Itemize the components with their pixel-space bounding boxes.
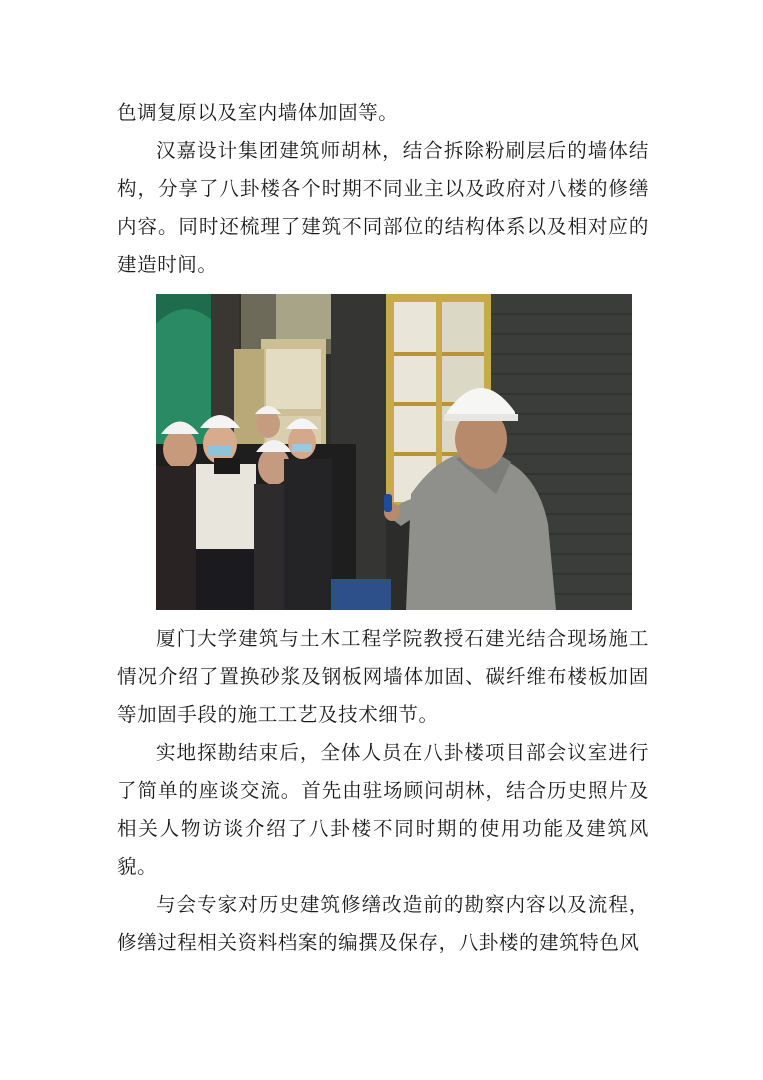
paragraph-experts: 与会专家对历史建筑修缮改造前的勘察内容以及流程，修缮过程相关资料档案的编撰及保存，八卦楼的建筑特色风 <box>117 893 649 954</box>
paragraph-architect-hulin: 汉嘉设计集团建筑师胡林，结合拆除粉刷层后的墙体结构，分享了八卦楼各个时期不同业主以及政府对八楼的修缮内容。同时还梳理了建筑不同部位的结构体系以及相对应的建造时间。 <box>117 139 649 276</box>
site-visit-photo <box>156 294 632 610</box>
text-block-bottom <box>117 620 649 962</box>
paragraph-meeting: 实地探勘结束后，全体人员在八卦楼项目部会议室进行了简单的座谈交流。首先由驻场顾问胡林，结合历史照片及相关人物访谈介绍了八卦楼不同时期的使用功能及建筑风貌。 <box>117 741 649 878</box>
text-block-top <box>117 94 649 284</box>
paragraph-professor-shi: 厦门大学建筑与土木工程学院教授石建光结合现场施工情况介绍了置换砂浆及钢板网墙体加固、碳纤维布楼板加固等加固手段的施工工艺及技术细节。 <box>117 627 649 726</box>
paragraph-continuation: 色调复原以及室内墙体加固等。 <box>117 101 399 124</box>
